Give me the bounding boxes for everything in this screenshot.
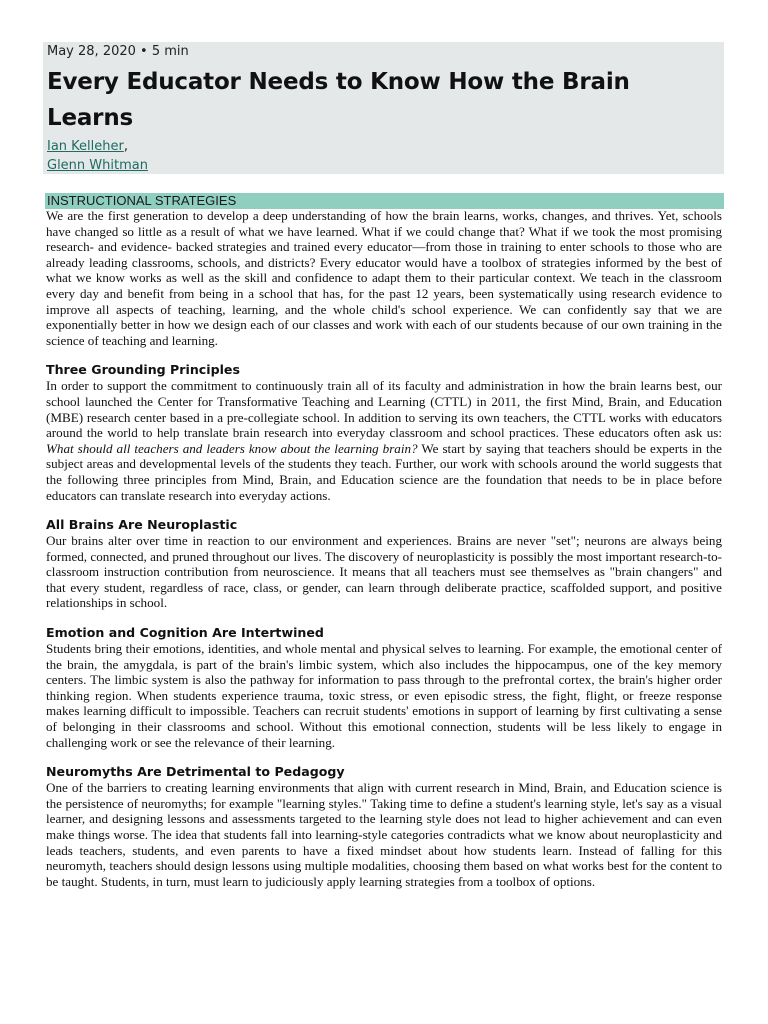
intro-paragraph: We are the first generation to develop a deep understanding of how the brain learns, works, changes, and thrives. Yet, schools have changed so little as a result of what we have learned. What if we could change that? What if we took the most promising research- and evidence- backed strategies and trained every educator—from those in training to enter schools to those who are already leading classrooms, schools, and districts? Every educator would have a toolbox of strategies informed by the best of what we know works as well as the skill and confidence to adapt them to their particular context. We teach in the classroom every day and benefit from being in a school that has, for the past 12 years, been systematically using research evidence to improve all aspects of teaching, learning, and the whole child's school experience. We can confidently say that we are exponentially better in how we design each of our classes and work with each of our students because of our own training in the science of teaching and learning.	[46, 208, 722, 348]
author-link-glenn-whitman[interactable]: Glenn Whitman	[47, 158, 148, 173]
emphasized-question: What should all teachers and leaders know about the learning brain?	[46, 440, 418, 456]
section-paragraph: Our brains alter over time in reaction to our environment and experiences. Brains are never "set"; neurons are always being formed, connected, and pruned throughout our lives. The discovery of neuroplasticity is possibly the most important research-to-classroom instruction contribution from neuroscience. It means that all teachers must see themselves as "brain changers" and that every student, regardless of race, class, or gender, can learn through deliberate practice, scaffolded support, and positive relationships in school.	[46, 533, 722, 611]
category-tag[interactable]: INSTRUCTIONAL STRATEGIES	[45, 193, 724, 209]
author-entry	[47, 156, 148, 175]
author-entry	[47, 137, 148, 156]
author-list	[47, 137, 148, 175]
article-meta: May 28, 2020 • 5 min	[47, 44, 189, 59]
author-link-ian-kelleher[interactable]: Ian Kelleher	[47, 139, 124, 154]
author-separator: ,	[123, 139, 128, 154]
article-header	[43, 42, 724, 174]
section-paragraph	[46, 378, 722, 503]
section-heading: Neuromyths Are Detrimental to Pedagogy	[46, 764, 345, 780]
section-paragraph: One of the barriers to creating learning environments that align with current research in Mind, Brain, and Education science is the persistence of neuromyths; for example "learning styles." Taking time to define a student's learning style, let's say as a visual learner, and designing lessons and assessments targeted to the learning style does not lead to higher achievement and can even make things worse. The idea that students fall into learning-style categories contradicts what we know about neuroplasticity and leads teachers, students, and even parents to have a fixed mindset about how students learn. Instead of falling for this neuromyth, teachers should design lessons using multiple modalities, choosing them based on what works best for the content to be taught. Students, in turn, must learn to judiciously apply learning strategies from a toolbox of options.	[46, 780, 722, 889]
article-title: Every Educator Needs to Know How the Brain Learns	[47, 69, 630, 131]
article-body	[46, 208, 722, 889]
section-heading: Emotion and Cognition Are Intertwined	[46, 625, 324, 641]
section-paragraph: Students bring their emotions, identities, and whole mental and physical selves to learning. For example, the emotional center of the brain, the amygdala, is part of the brain's limbic system, which also includes the hippocampus, one of the key memory centers. The limbic system is also the pathway for information to pass through to the prefrontal cortex, the brain's higher order thinking region. When students experience trauma, toxic stress, or even episodic stress, the fight, flight, or freeze response makes learning difficult to impossible. Teachers can recruit students' emotions in support of learning by first cultivating a sense of belonging in their classrooms and school. Without this emotional connection, students will be less likely to engage in challenging work or see the relevance of their learning.	[46, 641, 722, 750]
paragraph-text: In order to support the commitment to continuously train all of its faculty and administration in how the brain learns best, our school launched the Center for Transformative Teaching and Learning (CTTL) in 2011, the first Mind, Brain, and Education (MBE) research center based in a pre-collegiate school. In addition to serving its own teachers, the CTTL works with educators around the world to help translate brain research into everyday classroom and school practices. These educators often ask us:	[46, 378, 722, 441]
paragraph-text: We start by saying that teachers should be experts in the subject areas and developmental levels of the students they teach. Further, our work with schools around the world suggests that the following three principles from Mind, Brain, and Education science are the foundation that needs to be in place before educators can translate research into everyday actions.	[46, 440, 722, 503]
section-heading: All Brains Are Neuroplastic	[46, 517, 238, 533]
section-heading: Three Grounding Principles	[46, 362, 240, 378]
